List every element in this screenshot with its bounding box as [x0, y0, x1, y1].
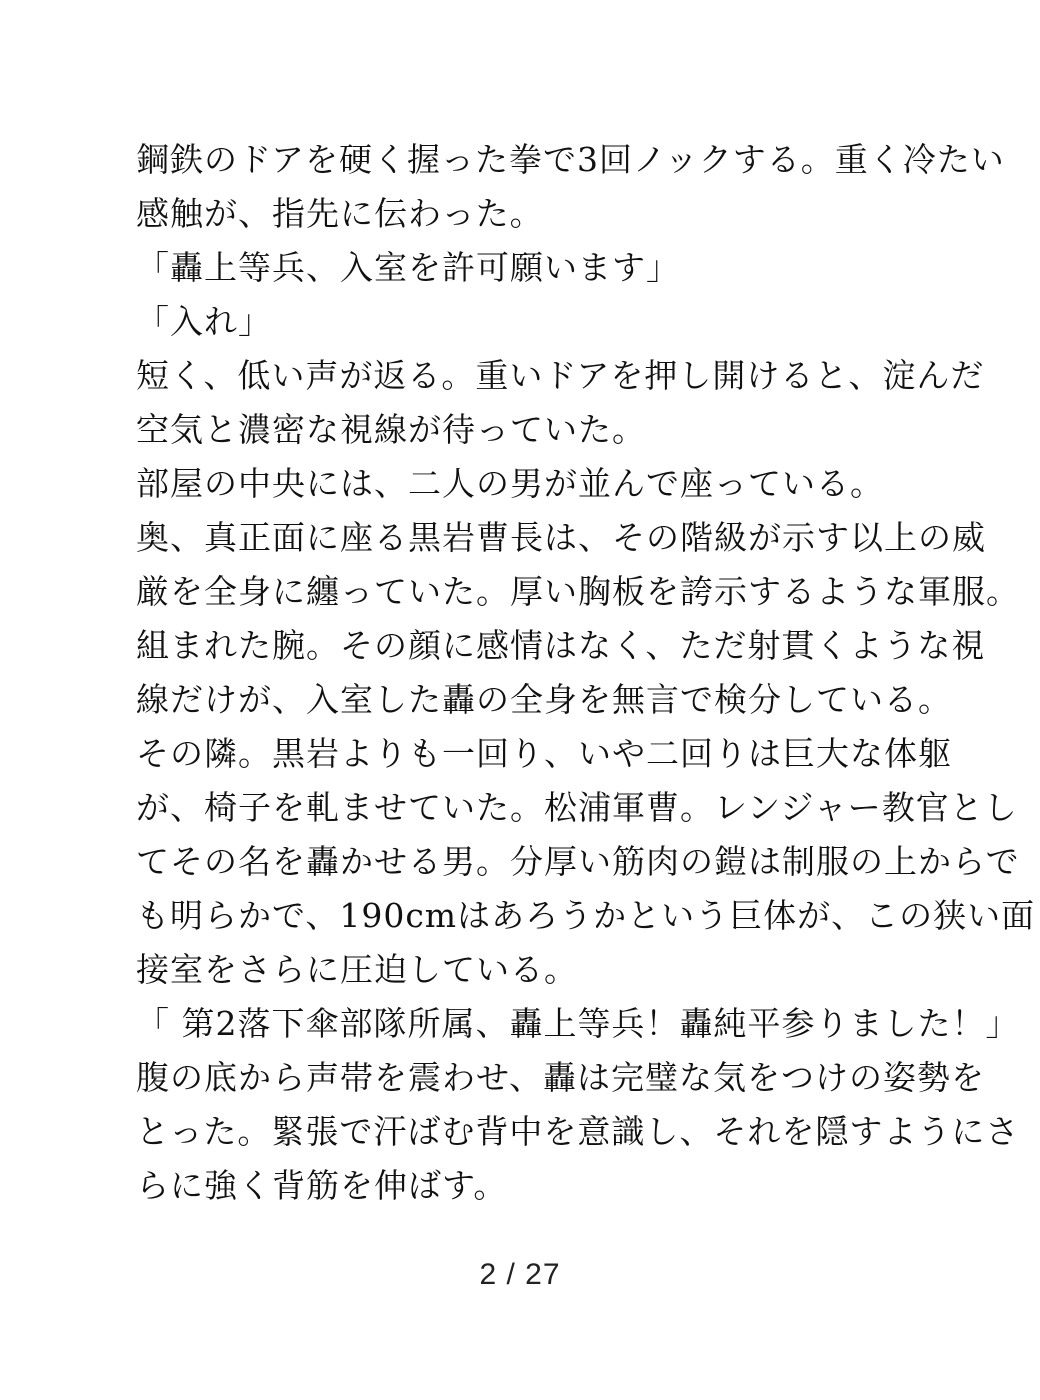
page-indicator: 2 / 27	[479, 1258, 561, 1291]
text-line: とった。緊張で汗ばむ背中を意識し、それを隠すようにさ	[136, 1112, 1020, 1151]
text-line: その隣。黒岩よりも一回り、いや二回りは巨大な体躯	[136, 734, 952, 773]
text-line: 「 第2落下傘部隊所属、轟上等兵！轟純平参りました！」	[136, 1004, 1020, 1043]
text-line: 線だけが、入室した轟の全身を無言で検分している。	[136, 680, 952, 719]
text-line: 「入れ」	[136, 302, 272, 341]
text-line: 接室をさらに圧迫している。	[136, 950, 578, 989]
text-line: 奥、真正面に座る黒岩曹長は、その階級が示す以上の威	[136, 518, 986, 557]
text-line: てその名を轟かせる男。分厚い筋肉の鎧は制服の上からで	[136, 842, 1020, 881]
text-line: らに強く背筋を伸ばす。	[136, 1166, 508, 1205]
text-line: 部屋の中央には、二人の男が並んで座っている。	[136, 464, 884, 503]
text-line: 「轟上等兵、入室を許可願います」	[136, 248, 680, 287]
text-line: 空気と濃密な視線が待っていた。	[136, 410, 646, 449]
text-line: 厳を全身に纏っていた。厚い胸板を誇示するような軍服。	[136, 572, 1020, 611]
text-line: 組まれた腕。その顔に感情はなく、ただ射貫くような視	[136, 626, 986, 665]
body-text	[136, 133, 1036, 1213]
text-line: 鋼鉄のドアを硬く握った拳で3回ノックする。重く冷たい	[136, 140, 1005, 179]
text-line: も明らかで、190cmはあろうかという巨体が、この狭い面	[136, 896, 1036, 935]
text-line: が、椅子を軋ませていた。松浦軍曹。レンジャー教官とし	[136, 788, 1018, 827]
text-line: 短く、低い声が返る。重いドアを押し開けると、淀んだ	[136, 356, 985, 395]
text-line: 感触が、指先に伝わった。	[136, 194, 544, 233]
text-line: 腹の底から声帯を震わせ、轟は完璧な気をつけの姿勢を	[136, 1058, 986, 1097]
